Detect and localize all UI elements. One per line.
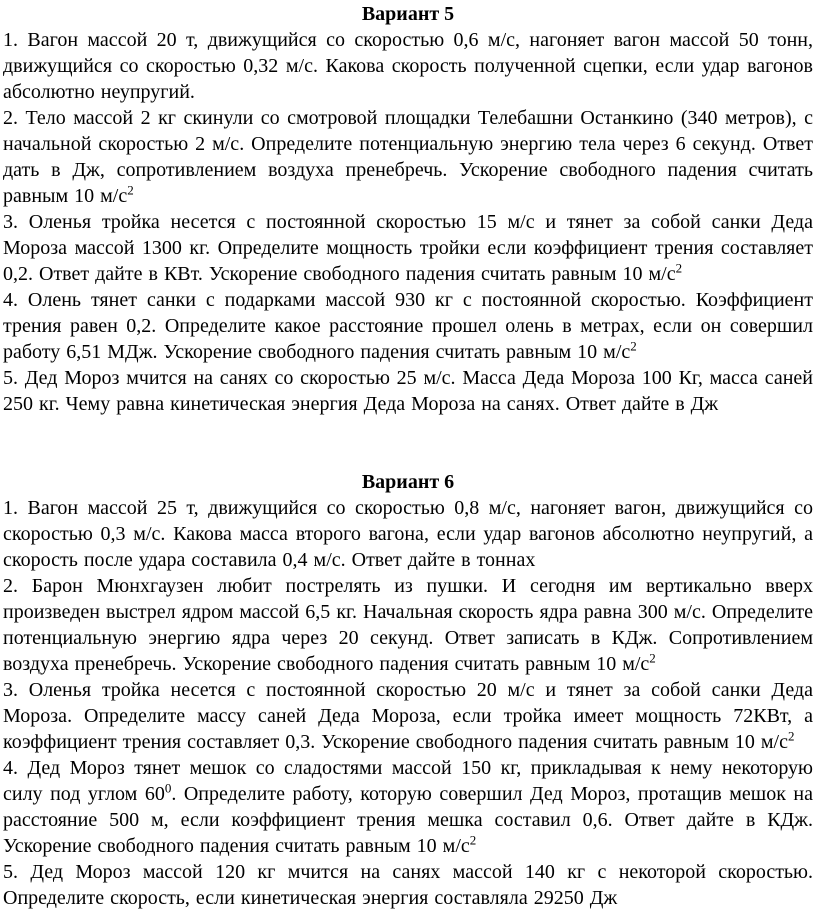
problem-text: 2. Тело массой 2 кг скинули со смотровой площадки Телебашни Останкино (340 метров), с начальной скоростью 2 м/с. Определите потенциальную энергию тела через 6 секунд. Ответ дать в Дж, сопротивлением воздуха пренебречь. Ускорение свободного падения считать равным 10 $м/с^2$: [3, 107, 813, 207]
superscript: 2: [787, 728, 795, 744]
section-title: Вариант 6: [361, 471, 455, 493]
problem-text: 3. Оленья тройка несется с постоянной скоростью 15 м/с и тянет за собой санки Деда Мороза массой 1300 кг. Определите мощность тройки если коэффициент трения составляет 0,2. Ответ дайте в КВт. Ускорение свободного падения считать равным 10 $м/с^2$: [3, 211, 813, 285]
superscript: 2: [675, 260, 683, 276]
superscript: 2: [649, 650, 656, 666]
problem-text: 1. Вагон массой 25 т, движущийся со скоростью 0,8 м/с, нагоняет вагон, движущийся со скоростью 0,3 м/с. Какова масса второго вагона, если удар вагонов абсолютно неупругий, а скорость после удара составила 0,4 м/с. Ответ дайте в тоннах: [3, 497, 813, 571]
section-title: Вариант 5: [361, 3, 455, 25]
superscript: 2: [630, 338, 637, 354]
problem-text: 4. Олень тянет санки с подарками массой 930 кг с постоянной скоростью. Коэффициент трения равен 0,2. Определите какое расстояние прошел олень в метрах, если он совершил работу 6,51 МДж. Ускорение свободного падения считать равным 10 $м/с^2$: [3, 289, 813, 363]
document-content: [3, 1, 813, 911]
section-gap: [3, 417, 813, 469]
superscript: 2: [469, 832, 477, 848]
problem-text: 5. Дед Мороз массой 120 кг мчится на санях массой 140 кг с некоторой скоростью. Определите скорость, если кинетическая энергия составляла 29250 Дж: [3, 861, 813, 909]
problem-text: 1. Вагон массой 20 т, движущийся со скоростью 0,6 м/с, нагоняет вагон массой 50 тонн, движущийся со скоростью 0,32 м/с. Какова скорость полученной сцепки, если удар вагонов абсолютно неупругий.: [3, 29, 813, 103]
problem-text: 4. Дед Мороз тянет мешок со сладостями массой 150 кг, прикладывая к нему некоторую силу под углом $60^0$. Определите работу, которую совершил Дед Мороз, протащив мешок на расстояние 500 м, если коэффициент трения мешка составил 0,6. Ответ дайте в КДж. Ускорение свободного падения считать равным 10 $м/с^2$: [3, 757, 813, 857]
problem-text: 2. Барон Мюнхгаузен любит пострелять из пушки. И сегодня им вертикально вверх произведен выстрел ядром массой 6,5 кг. Начальная скорость ядра равна 300 м/с. Определите потенциальную энергию ядра через 20 секунд. Ответ записать в КДж. Сопротивлением воздуха пренебречь. Ускорение свободного падения считать равным 10 $м/с^2$: [3, 575, 813, 675]
problem-text: 3. Оленья тройка несется с постоянной скоростью 20 м/с и тянет за собой санки Деда Мороза. Определите массу саней Деда Мороза, если тройка имеет мощность 72КВт, а коэффициент трения составляет 0,3. Ускорение свободного падения считать равным 10 $м/с^2$: [3, 679, 813, 753]
superscript: 0: [164, 780, 172, 796]
superscript: 2: [127, 182, 134, 198]
problem-text: 5. Дед Мороз мчится на санях со скоростью 25 м/с. Масса Деда Мороза 100 Кг, масса саней 250 кг. Чему равна кинетическая энергия Деда Мороза на санях. Ответ дайте в Дж: [3, 367, 813, 415]
